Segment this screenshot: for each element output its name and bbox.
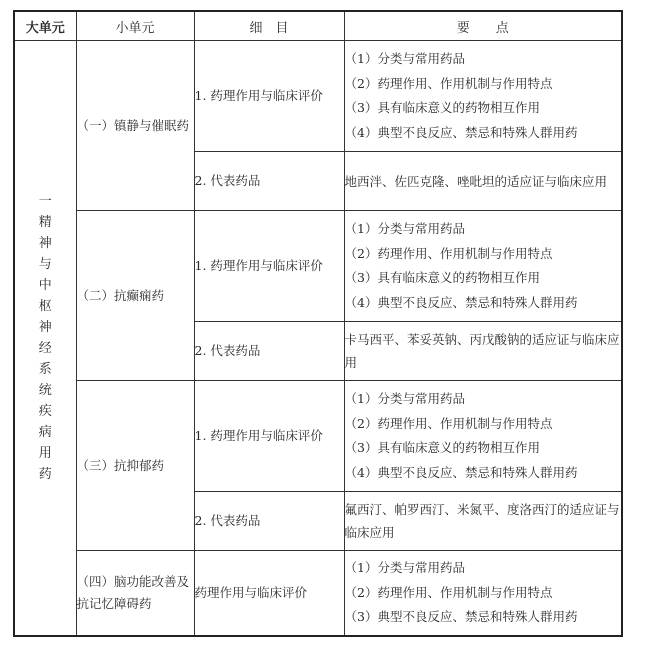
point-item: （2）药理作用、作用机制与作用特点 — [344, 584, 553, 600]
header-row — [14, 11, 622, 41]
point-item: （2）药理作用、作用机制与作用特点 — [344, 245, 553, 261]
point-item: （1）分类与常用药品 — [344, 391, 465, 406]
point-item: （4）典型不良反应、禁忌和特殊人群用药 — [344, 294, 578, 310]
points-cell — [344, 41, 622, 152]
major-unit-cell — [14, 41, 76, 637]
point-item: （3）具有临床意义的药物相互作用 — [344, 100, 540, 115]
point-item: （2）药理作用、作用机制与作用特点 — [344, 75, 553, 91]
detail-cell: 1. 药理作用与临床评价 — [194, 211, 344, 322]
minor-unit-cell: （三）抗抑郁药 — [76, 381, 194, 551]
point-item: （1）分类与常用药品 — [344, 51, 465, 66]
point-item: 氟西汀、帕罗西汀、米氮平、度洛西汀的适应证与临床应用 — [344, 502, 620, 540]
table-row — [14, 551, 622, 637]
header-minor-unit: 小单元 — [76, 11, 194, 41]
minor-unit-cell: （一）镇静与催眠药 — [76, 41, 194, 211]
points-cell — [344, 152, 622, 211]
points-cell — [344, 322, 622, 381]
points-cell — [344, 492, 622, 551]
points-cell — [344, 381, 622, 492]
detail-cell: 2. 代表药品 — [194, 492, 344, 551]
point-item: （1）分类与常用药品 — [344, 560, 465, 576]
table-row — [14, 381, 622, 492]
detail-cell: 2. 代表药品 — [194, 152, 344, 211]
points-cell — [344, 551, 622, 637]
point-item: （4）典型不良反应、禁忌和特殊人群用药 — [344, 124, 578, 140]
point-item: （3）具有临床意义的药物相互作用 — [344, 270, 540, 285]
point-item: 卡马西平、苯妥英钠、丙戊酸钠的适应证与临床应用 — [344, 332, 620, 370]
header-major-unit: 大单元 — [14, 11, 76, 41]
point-item: （3）具有临床意义的药物相互作用 — [344, 440, 540, 455]
table-row — [14, 41, 622, 152]
points-cell — [344, 211, 622, 322]
point-item: （3）典型不良反应、禁忌和特殊人群用药 — [344, 609, 578, 625]
detail-cell: 1. 药理作用与临床评价 — [194, 41, 344, 152]
minor-unit-cell: （二）抗癫痫药 — [76, 211, 194, 381]
major-unit-label: 一精神与中枢神经系统疾病用药 — [38, 193, 52, 482]
point-item: （2）药理作用、作用机制与作用特点 — [344, 415, 553, 431]
point-item: 地西泮、佐匹克隆、唑吡坦的适应证与临床应用 — [344, 173, 608, 189]
minor-unit-cell: （四）脑功能改善及抗记忆障碍药 — [76, 551, 194, 637]
detail-cell: 1. 药理作用与临床评价 — [194, 381, 344, 492]
header-points: 要 点 — [344, 11, 622, 41]
table-row — [14, 211, 622, 322]
syllabus-table — [13, 10, 623, 637]
detail-cell: 2. 代表药品 — [194, 322, 344, 381]
point-item: （1）分类与常用药品 — [344, 221, 465, 236]
point-item: （4）典型不良反应、禁忌和特殊人群用药 — [344, 464, 578, 480]
header-detail: 细 目 — [194, 11, 344, 41]
detail-cell: 药理作用与临床评价 — [194, 551, 344, 637]
